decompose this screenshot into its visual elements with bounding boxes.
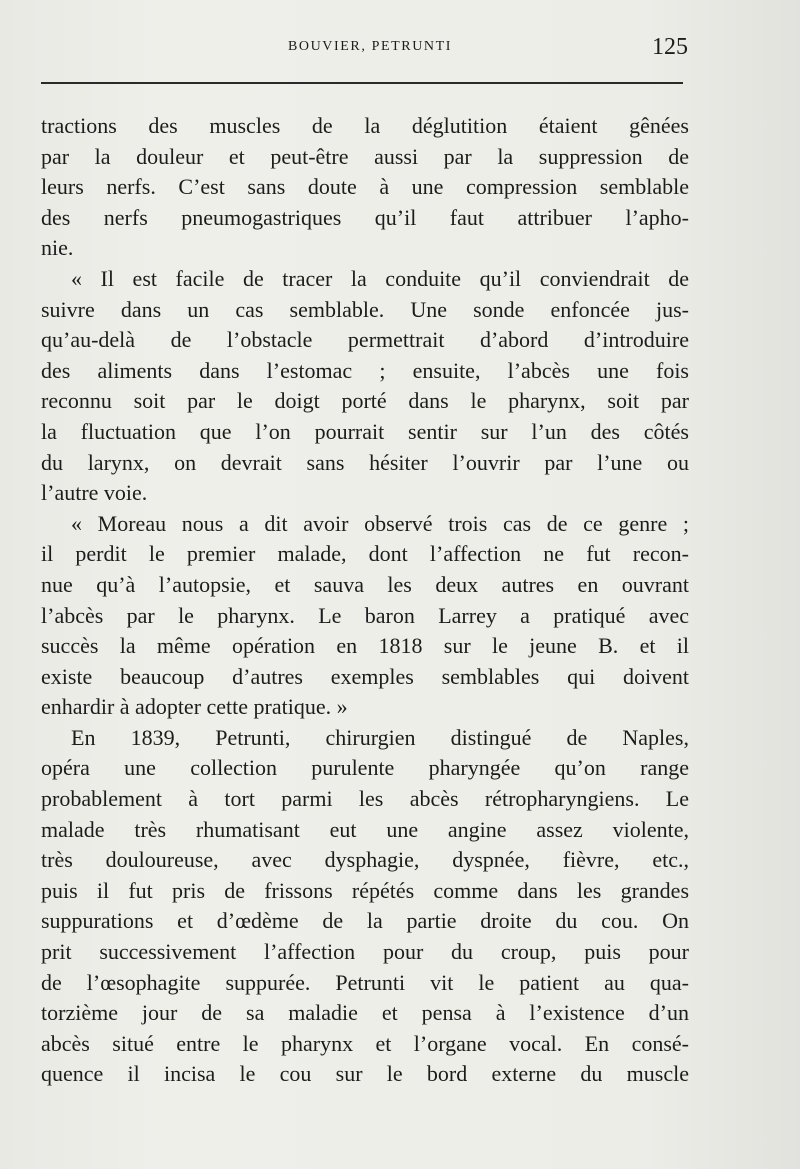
text-line: existe beaucoup d’autres exemples semblables qui doivent xyxy=(41,663,689,689)
text-line: l’abcès par le pharynx. Le baron Larrey a pratiqué avec xyxy=(41,602,689,628)
text-line: abcès situé entre le pharynx et l’organe vocal. En consé- xyxy=(41,1030,689,1056)
text-line: reconnu soit par le doigt porté dans le pharynx, soit par xyxy=(41,388,689,414)
text-line: suppurations et d’œdème de la partie droite du cou. On xyxy=(41,908,689,934)
body-text xyxy=(41,111,689,1090)
text-line: En 1839, Petrunti, chirurgien distingué de Naples, xyxy=(71,724,689,750)
running-title: BOUVIER, PETRUNTI xyxy=(287,39,453,54)
text-line: par la douleur et peut-être aussi par la suppression de xyxy=(41,143,689,169)
text-line: très douloureuse, avec dysphagie, dyspnée, fièvre, etc., xyxy=(41,847,689,873)
header-rule xyxy=(41,82,683,84)
text-line: torzième jour de sa maladie et pensa à l’existence d’un xyxy=(41,1000,689,1026)
text-line: tractions des muscles de la déglutition étaient gênées xyxy=(41,113,689,138)
text-line: suivre dans un cas semblable. Une sonde enfoncée jus- xyxy=(41,296,689,322)
text-line: l’autre voie. xyxy=(41,480,148,506)
text-line: leurs nerfs. C’est sans doute à une compression semblable xyxy=(41,174,689,200)
text-line: des aliments dans l’estomac ; ensuite, l’abcès une fois xyxy=(41,357,689,383)
text-line: opéra une collection purulente pharyngée qu’on range xyxy=(41,755,689,781)
text-line: succès la même opération en 1818 sur le jeune B. et il xyxy=(41,633,689,659)
text-line: des nerfs pneumogastriques qu’il faut attribuer l’apho- xyxy=(41,204,689,230)
text-line: du larynx, on devrait sans hésiter l’ouvrir par l’une ou xyxy=(41,449,689,475)
text-line: nue qu’à l’autopsie, et sauva les deux autres en ouvrant xyxy=(41,571,689,597)
text-line: « Il est facile de tracer la conduite qu’il conviendrait de xyxy=(71,265,689,291)
text-line: qu’au-delà de l’obstacle permettrait d’abord d’introduire xyxy=(41,327,689,353)
text-line: enhardir à adopter cette pratique. » xyxy=(41,694,348,720)
text-line: de l’œsophagite suppurée. Petrunti vit le patient au qua- xyxy=(41,969,689,995)
text-line: il perdit le premier malade, dont l’affection ne fut recon- xyxy=(41,541,689,567)
text-line: malade très rhumatisant eut une angine assez violente, xyxy=(41,816,689,842)
text-line: nie. xyxy=(41,235,74,261)
running-head xyxy=(0,34,800,64)
text-line: probablement à tort parmi les abcès rétropharyngiens. Le xyxy=(41,786,689,812)
text-line: « Moreau nous a dit avoir observé trois cas de ce genre ; xyxy=(71,510,689,536)
text-line: puis il fut pris de frissons répétés comme dans les grandes xyxy=(41,877,689,903)
page-number: 125 xyxy=(652,34,688,60)
text-line: quence il incisa le cou sur le bord externe du muscle xyxy=(41,1061,689,1087)
text-line: la fluctuation que l’on pourrait sentir sur l’un des côtés xyxy=(41,418,689,444)
text-line: prit successivement l’affection pour du croup, puis pour xyxy=(41,939,689,965)
